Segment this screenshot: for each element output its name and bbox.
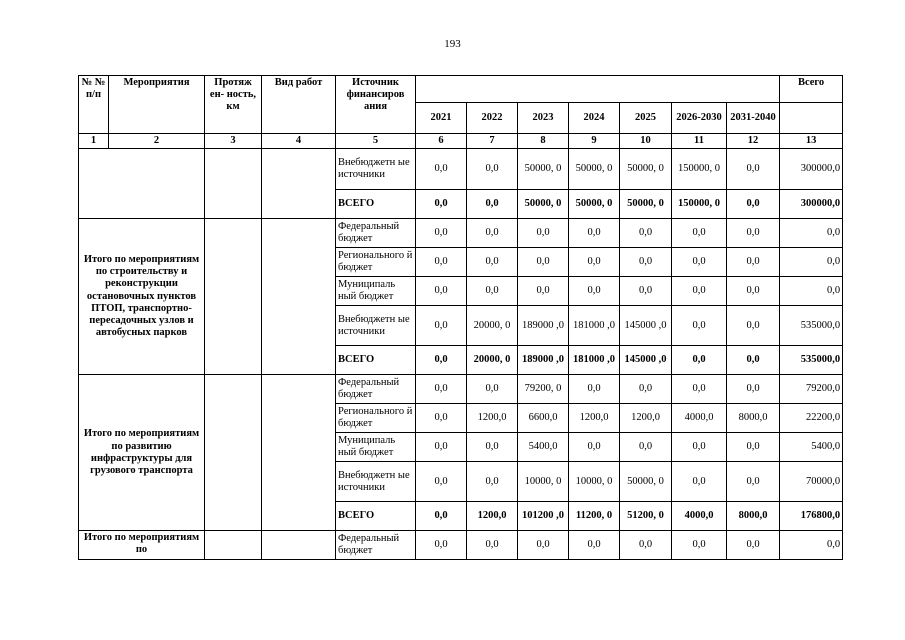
column-number: 2: [109, 134, 205, 149]
value-cell: 1200,0: [569, 404, 620, 433]
total-cell: 0,0: [780, 248, 843, 277]
value-cell: 0,0: [727, 248, 780, 277]
value-cell: 0,0: [672, 375, 727, 404]
value-cell: 0,0: [727, 531, 780, 560]
source-cell: Внебюджетн ые источники: [336, 306, 416, 346]
length-cell: [205, 219, 262, 375]
value-cell: 0,0: [569, 433, 620, 462]
column-number: 12: [727, 134, 780, 149]
source-cell: Муниципаль ный бюджет: [336, 277, 416, 306]
value-cell: 0,0: [569, 277, 620, 306]
value-cell: 0,0: [727, 346, 780, 375]
column-number: 4: [262, 134, 336, 149]
header-num: № № п/п: [79, 76, 109, 134]
header-length: Протяж ен- ность, км: [205, 76, 262, 134]
header-total: Всего: [780, 76, 843, 103]
source-cell: Федеральный бюджет: [336, 375, 416, 404]
value-cell: 0,0: [727, 219, 780, 248]
value-cell: 145000 ,0: [620, 306, 672, 346]
work-type-cell: [262, 149, 336, 219]
value-cell: 0,0: [727, 306, 780, 346]
table-row: [79, 375, 843, 404]
value-cell: 0,0: [467, 248, 518, 277]
source-cell: Федеральный бюджет: [336, 219, 416, 248]
value-cell: 0,0: [518, 277, 569, 306]
value-cell: 0,0: [620, 219, 672, 248]
table-row: [79, 219, 843, 248]
value-cell: 10000, 0: [518, 462, 569, 502]
value-cell: 4000,0: [672, 502, 727, 531]
value-cell: 0,0: [467, 219, 518, 248]
header-year: 2031-2040: [727, 103, 780, 134]
value-cell: 0,0: [569, 531, 620, 560]
source-cell: Регионального й бюджет: [336, 248, 416, 277]
value-cell: 189000 ,0: [518, 306, 569, 346]
source-cell: Муниципаль ный бюджет: [336, 433, 416, 462]
value-cell: 0,0: [416, 462, 467, 502]
length-cell: [205, 149, 262, 219]
value-cell: 50000, 0: [569, 149, 620, 190]
source-cell: ВСЕГО: [336, 346, 416, 375]
value-cell: 0,0: [467, 462, 518, 502]
value-cell: 0,0: [620, 375, 672, 404]
value-cell: 0,0: [727, 462, 780, 502]
group-title: Итого по мероприятиям по: [79, 531, 205, 560]
value-cell: 145000 ,0: [620, 346, 672, 375]
value-cell: 6600,0: [518, 404, 569, 433]
length-cell: [205, 531, 262, 560]
value-cell: 1200,0: [467, 404, 518, 433]
column-number: 11: [672, 134, 727, 149]
value-cell: 0,0: [727, 433, 780, 462]
value-cell: 0,0: [672, 248, 727, 277]
value-cell: 0,0: [416, 219, 467, 248]
value-cell: 0,0: [416, 306, 467, 346]
value-cell: 79200, 0: [518, 375, 569, 404]
value-cell: 0,0: [727, 190, 780, 219]
page-number: 193: [444, 38, 461, 50]
value-cell: 50000, 0: [620, 190, 672, 219]
value-cell: 5400,0: [518, 433, 569, 462]
header-year: 2023: [518, 103, 569, 134]
value-cell: 0,0: [467, 277, 518, 306]
value-cell: 0,0: [672, 346, 727, 375]
total-cell: 22200,0: [780, 404, 843, 433]
value-cell: 0,0: [416, 433, 467, 462]
value-cell: 0,0: [620, 531, 672, 560]
value-cell: 0,0: [672, 219, 727, 248]
financing-table: [78, 75, 843, 560]
column-number: 6: [416, 134, 467, 149]
value-cell: 8000,0: [727, 502, 780, 531]
total-cell: 535000,0: [780, 346, 843, 375]
value-cell: 1200,0: [620, 404, 672, 433]
column-number: 3: [205, 134, 262, 149]
column-number: 13: [780, 134, 843, 149]
value-cell: 0,0: [467, 149, 518, 190]
value-cell: 20000, 0: [467, 306, 518, 346]
value-cell: 0,0: [672, 433, 727, 462]
length-cell: [205, 375, 262, 531]
total-cell: 535000,0: [780, 306, 843, 346]
value-cell: 0,0: [416, 190, 467, 219]
value-cell: 0,0: [569, 248, 620, 277]
value-cell: 0,0: [672, 277, 727, 306]
value-cell: 0,0: [416, 404, 467, 433]
value-cell: 0,0: [416, 277, 467, 306]
value-cell: 8000,0: [727, 404, 780, 433]
value-cell: 0,0: [467, 433, 518, 462]
header-years-blank: [416, 76, 780, 103]
value-cell: 101200 ,0: [518, 502, 569, 531]
value-cell: 0,0: [518, 531, 569, 560]
header-year: 2021: [416, 103, 467, 134]
value-cell: 0,0: [416, 149, 467, 190]
value-cell: 150000, 0: [672, 190, 727, 219]
value-cell: 11200, 0: [569, 502, 620, 531]
value-cell: 0,0: [672, 306, 727, 346]
value-cell: 1200,0: [467, 502, 518, 531]
header-year: 2026-2030: [672, 103, 727, 134]
value-cell: 189000 ,0: [518, 346, 569, 375]
value-cell: 0,0: [467, 190, 518, 219]
header-event: Мероприятия: [109, 76, 205, 134]
header-total-blank: [780, 103, 843, 134]
value-cell: 50000, 0: [518, 149, 569, 190]
header-work-type: Вид работ: [262, 76, 336, 134]
value-cell: 0,0: [416, 502, 467, 531]
column-number: 9: [569, 134, 620, 149]
header-row: [79, 76, 843, 103]
total-cell: 176800,0: [780, 502, 843, 531]
column-number: 10: [620, 134, 672, 149]
source-cell: Внебюджетн ые источники: [336, 462, 416, 502]
value-cell: 50000, 0: [518, 190, 569, 219]
group-title: Итого по мероприятиям по развитию инфраструктуры для грузового транспорта: [79, 375, 205, 531]
group-title: Итого по мероприятиям по строительству и реконструкции остановочных пунктов ПТОП, транспортно-пересадочных узлов и автобусных парков: [79, 219, 205, 375]
source-cell: ВСЕГО: [336, 502, 416, 531]
value-cell: 0,0: [416, 248, 467, 277]
value-cell: 0,0: [620, 277, 672, 306]
total-cell: 70000,0: [780, 462, 843, 502]
work-type-cell: [262, 375, 336, 531]
table-row: [79, 531, 843, 560]
work-type-cell: [262, 219, 336, 375]
value-cell: 0,0: [620, 248, 672, 277]
value-cell: 0,0: [727, 375, 780, 404]
value-cell: 0,0: [518, 248, 569, 277]
total-cell: 0,0: [780, 219, 843, 248]
value-cell: 0,0: [672, 531, 727, 560]
column-number: 7: [467, 134, 518, 149]
value-cell: 0,0: [518, 219, 569, 248]
value-cell: 181000 ,0: [569, 346, 620, 375]
value-cell: 0,0: [620, 433, 672, 462]
total-cell: 5400,0: [780, 433, 843, 462]
value-cell: 50000, 0: [569, 190, 620, 219]
total-cell: 0,0: [780, 531, 843, 560]
work-type-cell: [262, 531, 336, 560]
value-cell: 0,0: [727, 149, 780, 190]
value-cell: 51200, 0: [620, 502, 672, 531]
value-cell: 0,0: [569, 219, 620, 248]
value-cell: 50000, 0: [620, 149, 672, 190]
value-cell: 0,0: [672, 462, 727, 502]
total-cell: 79200,0: [780, 375, 843, 404]
total-cell: 0,0: [780, 277, 843, 306]
value-cell: 4000,0: [672, 404, 727, 433]
header-year: 2022: [467, 103, 518, 134]
total-cell: 300000,0: [780, 149, 843, 190]
value-cell: 0,0: [569, 375, 620, 404]
source-cell: ВСЕГО: [336, 190, 416, 219]
table-row: [79, 149, 843, 190]
value-cell: 50000, 0: [620, 462, 672, 502]
source-cell: Федеральный бюджет: [336, 531, 416, 560]
value-cell: 0,0: [467, 531, 518, 560]
total-cell: 300000,0: [780, 190, 843, 219]
column-numbers-row: [79, 134, 843, 149]
value-cell: 150000, 0: [672, 149, 727, 190]
source-cell: Регионального й бюджет: [336, 404, 416, 433]
column-number: 8: [518, 134, 569, 149]
header-source: Источник финансиров ания: [336, 76, 416, 134]
value-cell: 10000, 0: [569, 462, 620, 502]
value-cell: 0,0: [727, 277, 780, 306]
column-number: 1: [79, 134, 109, 149]
source-cell: Внебюджетн ые источники: [336, 149, 416, 190]
value-cell: 181000 ,0: [569, 306, 620, 346]
value-cell: 0,0: [416, 531, 467, 560]
value-cell: 0,0: [467, 375, 518, 404]
event-cell-blank: [79, 149, 205, 219]
header-year: 2025: [620, 103, 672, 134]
value-cell: 0,0: [416, 375, 467, 404]
value-cell: 0,0: [416, 346, 467, 375]
value-cell: 20000, 0: [467, 346, 518, 375]
column-number: 5: [336, 134, 416, 149]
header-year: 2024: [569, 103, 620, 134]
